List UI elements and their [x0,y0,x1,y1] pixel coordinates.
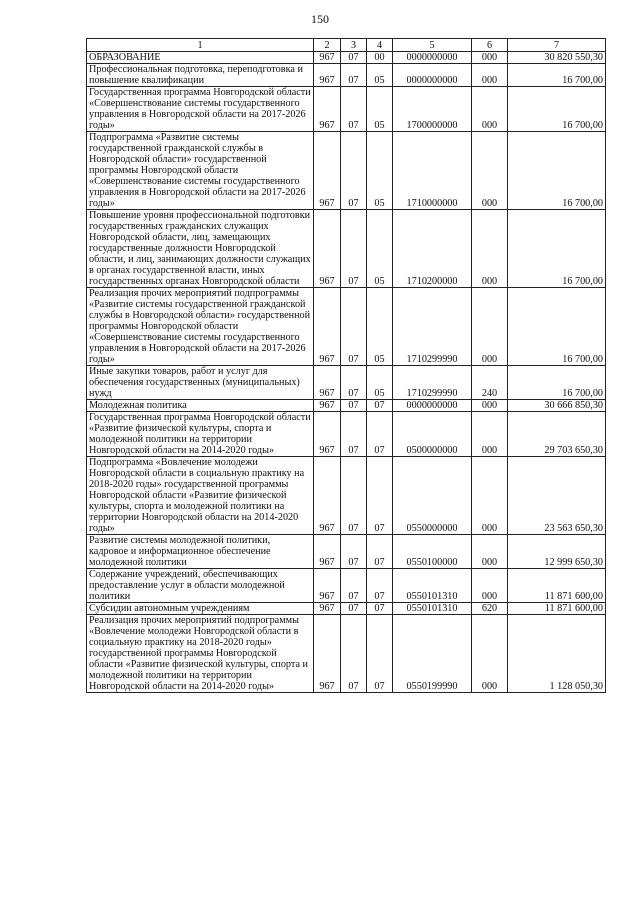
row-code-cell: 967 [314,366,341,400]
row-amount-cell: 23 563 650,30 [508,457,606,535]
row-subsection-cell: 05 [367,366,393,400]
column-header: 2 [314,39,341,52]
row-code-cell: 967 [314,615,341,693]
row-subsection-cell: 07 [367,412,393,457]
row-section-cell: 07 [341,457,367,535]
row-code-cell: 967 [314,569,341,603]
row-code-cell: 967 [314,400,341,412]
row-subsection-cell: 00 [367,52,393,64]
page-number: 150 [311,12,329,26]
row-section-cell: 07 [341,569,367,603]
row-subsection-cell: 05 [367,288,393,366]
row-target-cell: 1710299990 [393,288,472,366]
table-row [87,210,606,288]
row-expense-type-cell: 000 [472,569,508,603]
row-section-cell: 07 [341,87,367,132]
row-name-cell: Государственная программа Новгородской области «Развитие физической культуры, спорта и молодежной политики на территории Новгородской области на 2014-2020 годы» [87,412,314,457]
column-header: 7 [508,39,606,52]
row-target-cell: 1710000000 [393,132,472,210]
row-amount-cell: 16 700,00 [508,288,606,366]
row-subsection-cell: 07 [367,569,393,603]
row-section-cell: 07 [341,52,367,64]
row-name-cell: Молодежная политика [87,400,314,412]
row-expense-type-cell: 000 [472,615,508,693]
row-target-cell: 0550100000 [393,535,472,569]
row-code-cell: 967 [314,210,341,288]
row-section-cell: 07 [341,535,367,569]
row-code-cell: 967 [314,132,341,210]
row-name-cell: Подпрограмма «Развитие системы государственной гражданской службы в Новгородской области» государственной программы Новгородской области «Совершенствование системы государственного управления в Новгородской области на 2017-2026 годы» [87,132,314,210]
row-code-cell: 967 [314,288,341,366]
row-name-cell: Развитие системы молодежной политики, кадровое и информационное обеспечение молодежной политики [87,535,314,569]
row-subsection-cell: 07 [367,457,393,535]
row-target-cell: 1710299990 [393,366,472,400]
table-row [87,87,606,132]
column-header: 1 [87,39,314,52]
row-amount-cell: 16 700,00 [508,87,606,132]
row-section-cell: 07 [341,400,367,412]
table-row [87,412,606,457]
table-row [87,400,606,412]
row-section-cell: 07 [341,615,367,693]
row-expense-type-cell: 240 [472,366,508,400]
row-name-cell: Реализация прочих мероприятий подпрограммы «Вовлечение молодежи Новгородской области в социальную практику на 2018-2020 годы» государственной программы Новгородской области «Развитие физической культуры, спорта и молодежной политики на территории Новгородской области на 2014-2020 годы» [87,615,314,693]
row-code-cell: 967 [314,457,341,535]
table-row [87,603,606,615]
row-name-cell: Субсидии автономным учреждениям [87,603,314,615]
row-amount-cell: 16 700,00 [508,366,606,400]
row-expense-type-cell: 000 [472,132,508,210]
row-section-cell: 07 [341,64,367,87]
row-section-cell: 07 [341,288,367,366]
budget-table [86,38,606,693]
row-expense-type-cell: 000 [472,87,508,132]
row-subsection-cell: 05 [367,87,393,132]
column-header: 3 [341,39,367,52]
row-subsection-cell: 07 [367,400,393,412]
table-row [87,457,606,535]
row-name-cell: Содержание учреждений, обеспечивающих предоставление услуг в области молодежной политики [87,569,314,603]
row-name-cell: ОБРАЗОВАНИЕ [87,52,314,64]
row-name-cell: Государственная программа Новгородской области «Совершенствование системы государственного управления в Новгородской области на 2017-2026 годы» [87,87,314,132]
row-amount-cell: 16 700,00 [508,132,606,210]
row-section-cell: 07 [341,366,367,400]
row-expense-type-cell: 000 [472,288,508,366]
row-subsection-cell: 07 [367,603,393,615]
column-header: 5 [393,39,472,52]
row-amount-cell: 30 820 550,30 [508,52,606,64]
row-section-cell: 07 [341,210,367,288]
row-expense-type-cell: 000 [472,412,508,457]
row-amount-cell: 1 128 050,30 [508,615,606,693]
row-expense-type-cell: 000 [472,210,508,288]
row-target-cell: 0500000000 [393,412,472,457]
row-target-cell: 0550101310 [393,603,472,615]
row-target-cell: 0000000000 [393,400,472,412]
row-target-cell: 0000000000 [393,52,472,64]
row-code-cell: 967 [314,52,341,64]
row-amount-cell: 16 700,00 [508,64,606,87]
row-expense-type-cell: 000 [472,535,508,569]
row-expense-type-cell: 000 [472,64,508,87]
row-target-cell: 0550101310 [393,569,472,603]
row-name-cell: Подпрограмма «Вовлечение молодежи Новгородской области в социальную практику на 2018-2020 годы» государственной программы Новгородской области «Развитие физической культуры, спорта и молодежной политики на территории Новгородской области на 2014-2020 годы» [87,457,314,535]
row-name-cell: Профессиональная подготовка, переподготовка и повышение квалификации [87,64,314,87]
row-expense-type-cell: 000 [472,52,508,64]
row-subsection-cell: 07 [367,535,393,569]
table-row [87,64,606,87]
row-code-cell: 967 [314,603,341,615]
row-section-cell: 07 [341,603,367,615]
row-expense-type-cell: 000 [472,400,508,412]
row-amount-cell: 29 703 650,30 [508,412,606,457]
table-row [87,52,606,64]
row-target-cell: 0000000000 [393,64,472,87]
table-header-row [87,39,606,52]
row-subsection-cell: 07 [367,615,393,693]
row-amount-cell: 11 871 600,00 [508,569,606,603]
row-amount-cell: 11 871 600,00 [508,603,606,615]
table-row [87,569,606,603]
row-name-cell: Реализация прочих мероприятий подпрограммы «Развитие системы государственной гражданской службы в Новгородской области» государственной программы Новгородской области «Совершенствование системы государственного управления в Новгородской области на 2017-2026 годы» [87,288,314,366]
row-section-cell: 07 [341,132,367,210]
row-expense-type-cell: 620 [472,603,508,615]
row-expense-type-cell: 000 [472,457,508,535]
column-header: 4 [367,39,393,52]
row-subsection-cell: 05 [367,132,393,210]
row-code-cell: 967 [314,87,341,132]
row-target-cell: 1700000000 [393,87,472,132]
row-code-cell: 967 [314,535,341,569]
row-target-cell: 1710200000 [393,210,472,288]
row-code-cell: 967 [314,412,341,457]
row-subsection-cell: 05 [367,210,393,288]
table-row [87,615,606,693]
column-header: 6 [472,39,508,52]
table-row [87,132,606,210]
row-code-cell: 967 [314,64,341,87]
row-target-cell: 0550199990 [393,615,472,693]
row-name-cell: Повышение уровня профессиональной подготовки государственных гражданских служащих Новгородской области, лиц, замещающих государственные должности Новгородской области, и лиц, занимающих должности служащих в органах государственной власти, иных государственных органах Новгородской области [87,210,314,288]
row-name-cell: Иные закупки товаров, работ и услуг для обеспечения государственных (муниципальных) нужд [87,366,314,400]
row-target-cell: 0550000000 [393,457,472,535]
row-amount-cell: 12 999 650,30 [508,535,606,569]
row-section-cell: 07 [341,412,367,457]
row-subsection-cell: 05 [367,64,393,87]
table-row [87,288,606,366]
row-amount-cell: 30 666 850,30 [508,400,606,412]
row-amount-cell: 16 700,00 [508,210,606,288]
table-row [87,535,606,569]
table-row [87,366,606,400]
